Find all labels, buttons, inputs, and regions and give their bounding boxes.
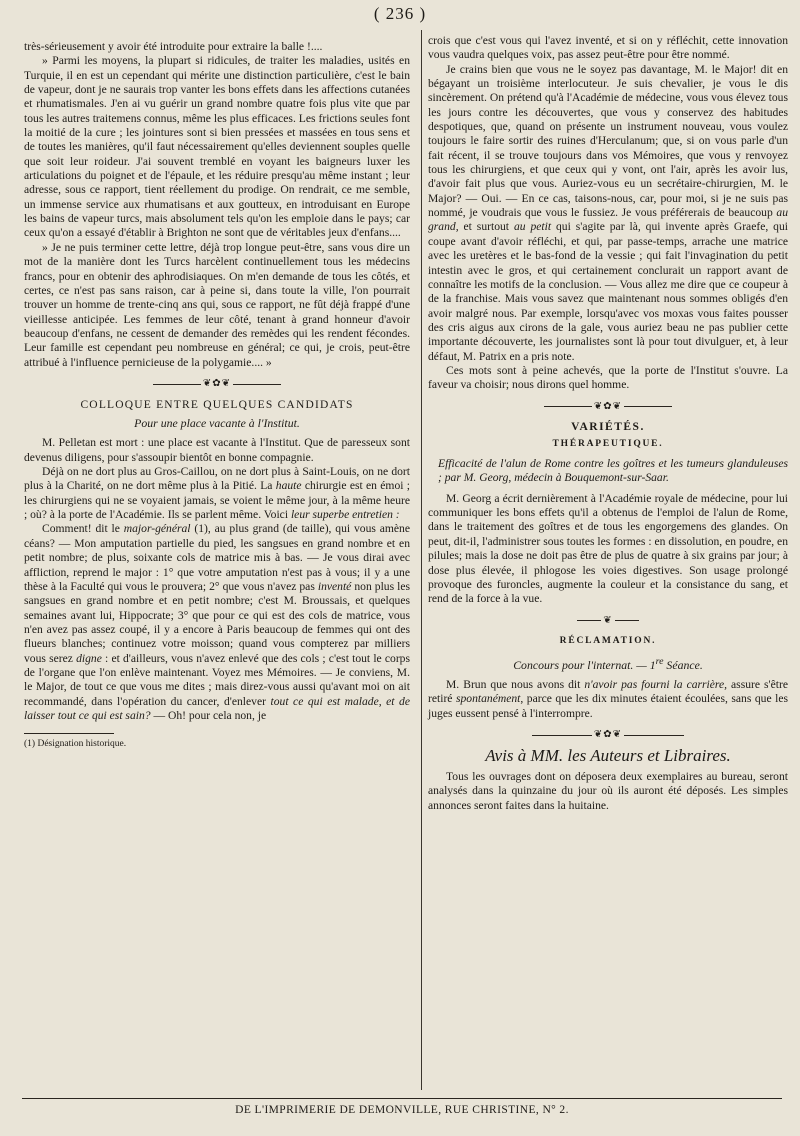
paragraph: » Parmi les moyens, la plupart si ridicules, de traiter les maladies, usités en Turquie, il en est un cependant qui mérite une distinction particulière, c'est le bain de vapeur, dont je ne saurais trop vanter les bons effets dans les affections cutanées et rhumatismales. J'en ai vu guérir un grand nombre quatre fois plus vite que par tous les autres traitemens connus, même les plus efficaces. Les frictions seules font la moitié de la cure ; les jointures sont si bien pressées et massées en tous sens et de toutes les manières, qu'il faut nécessairement qu'elles deviennent souples quelle que soit leur roideur. J'ai souvent tremblé en voyant les baigneurs luxer les articulations du poignet et de l'épaule, et les réduire presqu'au même instant ; leur adresse, sous ce rapport, tient réellement du prodige. On rendrait, ce me semble, un immense service aux rhumatisans et aux goutteux, en introduisant en Europe les bains de vapeur turcs, mais absolument tels qu'on les emploie dans le pays; car ceux qu'on a essayé d'établir à Brighton ne sont que de véritables jeux d'enfans.... (24, 54, 410, 240)
ornament-divider (24, 377, 410, 392)
paragraph: Tous les ouvrages dont on déposera deux exemplaires au bureau, seront analysés dans la quinzaine du jour où ils auront été déposés. Les simples annonces seront faites dans la huitaine. (428, 770, 788, 812)
left-column (24, 40, 410, 750)
ornament-divider (428, 728, 788, 743)
right-column (428, 34, 788, 813)
avis-heading: Avis à MM. les Auteurs et Libraires. (485, 745, 731, 765)
fleuron-icon: ❦ (603, 614, 613, 626)
colloque-title: COLLOQUE ENTRE QUELQUES CANDIDATS (80, 398, 354, 411)
fleuron-icon: ❦✿❦ (593, 400, 623, 412)
article-title: Efficacité de l'alun de Rome contre les goîtres et les tumeurs glanduleuses ; par M. Georg, médecin à Bouquemont-sur-Saar. (438, 457, 788, 485)
footnote-rule (24, 733, 114, 734)
paragraph: M. Brun que nous avons dit n'avoir pas fourni la carrière, assure s'être retiré spontanément, parce que les dix minutes étaient écoulées, sans que les juges eussent pensé à l'interrompre. (428, 677, 788, 720)
varietes-heading: VARIÉTÉS. (571, 421, 645, 434)
colloque-subtitle: Pour une place vacante à l'Institut. (134, 416, 300, 431)
ornament-divider (428, 614, 788, 629)
imprint-line: DE L'IMPRIMERIE DE DEMONVILLE, RUE CHRISTINE, N° 2. (22, 1098, 782, 1116)
paragraph: » Je ne puis terminer cette lettre, déjà trop longue peut-être, sans vous dire un mot de la manière dont les Turcs harcèlent continuellement tous les médecins francs, pour en obtenir des aphrodisiaques. On m'en demande de tous les côtés, et certes, ce n'est pas sans raison, car à peine si, dans toute la ville, l'on pourrait trouver un homme de trente-cinq ans qui, sous ce rapport, ne fût déjà frappé d'une vieillesse anticipée. Les femmes de leur côté, tenant à grand honneur d'avoir beaucoup d'enfans, ne cessent de demander des remèdes qui les rendent fécondes. Leur famille est cependant peu nombreuse en général; ce qui, je crois, peut-être attribué à l'influence pernicieuse de la polygamie.... » (24, 240, 410, 369)
therapeutique-heading: THÉRAPEUTIQUE. (552, 438, 664, 449)
concours-subtitle: Concours pour l'internat. — 1re Séance. (513, 655, 703, 672)
footnote: (1) Désignation historique. (24, 739, 127, 750)
fleuron-icon: ❦✿❦ (202, 377, 232, 389)
paragraph: M. Georg a écrit dernièrement à l'Académie royale de médecine, pour lui communiquer les bons effets qu'il a obtenus de l'emploi de l'alun de Rome, dans le traitement des goîtres et de tous les engorgemens des glandes. On peut, dit-il, l'administrer sous toutes les formes : en dissolution, en poudre, en pilules; mais la dose ne doit pas être de plus de quatre à six grains par jour; à dose plus élevée, il phlogose les voies digestives. Son usage prolongé provoque des furoncles, augmente la couleur et la consistance du sang, et rend de la force à la vue. (428, 491, 788, 606)
paragraph: Ces mots sont à peine achevés, que la porte de l'Institut s'ouvre. La faveur va choisir; nous dirons quel homme. (428, 363, 788, 392)
paragraph: Comment! dit le major-général (1), au plus grand (de taille), qui vous amène céans? — Mon amputation partielle du pied, les sangsues en grand nombre et en petit nombre; de plus, soixante cols de matrice mis à bas. — Je vous dirai avec affliction, reprend le major : 1° que votre amputation n'est pas à vous; il y a une thèse à la Faculté qui vous le prouvera; 2° que vous n'avez pas inventé non plus les sangsues en grand nombre et en petit nombre; c'est M. Broussais, et quelques semaines avant lui, Hippocrate; 3° que pour ce qui est des cols de matrice, vous n'en avez pas assez coupé, il y a encore à Paris beaucoup de femmes qui ont des flueurs blanches; continuez votre moisson; quand vous compterez par milliers vous serez digne : et d'ailleurs, vous n'avez enlevé que des cols ; c'est tout le corps de l'organe que l'on enlève maintenant. Voyez mes Mémoires. — Je conviens, M. le Major, de tout ce que vous me dites ; mais direz-vous aussi qu'avant moi on ait recommandé, dans l'opération du cancer, d'enlever tout ce qui est malade, et de laisser tout ce qui est sain? — Oh! pour cela non, je (24, 522, 410, 722)
ornament-divider (428, 400, 788, 415)
paragraph: très-sérieusement y avoir été introduite pour extraire la balle !.... (24, 40, 323, 53)
paragraph: Je crains bien que vous ne le soyez pas davantage, M. le Major! dit en bégayant un troisième interlocuteur. Je suis chevalier, je vous le dis sincèrement. On prétend qu'à l'Académie de médecine, vous vous élevez tous les jours contre les découvertes, que vous y conservez des habitudes despotiques, que, quand on présente un instrument nouveau, vous voulez toujours le faire sortir des ruines d'Herculanum; que, si on vous parle d'un fait récent, il se trouve toujours dans vos Mémoires, que vous y renvoyez tous les chirurgiens, et que ceux qui y vont, ont l'air, après les avoir lus, d'avoir fait plus que vous. Auriez-vous eu un secrétaire-chirurgien, M. le Major? — Oui. — En ce cas, taisons-nous, car, pour moi, si je ne suis pas nommé, je voudrais que vous le fussiez. Je vous préférerais de beaucoup au grand, et surtout au petit qui s'agite par là, qui invente après Graefe, qui coupe avant d'avoir réfléchi, et qui, par passe-temps, arrache une matrice avec les uretères et le bas-fond de la vessie ; qui fait l'invagination du petit intestin avec le gros, et qui certainement conclurait un rapport avant de connaître les motifs de la conclusion. — Vous allez me dire que ce coupeur à de la franchise. Mais vous savez que maintenant nous sommes obligés d'en avoir malgré nous. Par exemple, lorsqu'avec vos moxas vous faites pousser des cris aigus aux cirons de la gale, vous auriez beau ne pas publier cette importante découverte, les journalistes sont là pour tout divulguer, et, à leur défaut, M. Patrix en a pris note. (428, 62, 788, 363)
column-divider (421, 30, 422, 1090)
reclamation-heading: RÉCLAMATION. (559, 636, 657, 647)
page-number: ( 236 ) (373, 4, 427, 23)
fleuron-icon: ❦✿❦ (593, 728, 623, 740)
paragraph: Déjà on ne dort plus au Gros-Caillou, on ne dort plus à Saint-Louis, on ne dort plus à la Charité, on ne dort même plus à la Pitié. La haute chirurgie est en émoi ; les chirurgiens qui ne se voyaient jamais, se voient le même jour, à la même heure ; où? à la porte de l'Académie. Ils se parlent même. Voici leur superbe entretien : (24, 465, 411, 522)
paragraph: M. Pelletan est mort : une place est vacante à l'Institut. Que de paresseux sont devenus diligens, pour s'assoupir bientôt en bonne compagnie. (24, 436, 410, 464)
paragraph: crois que c'est vous qui l'avez inventé, et si on y réfléchit, cette innovation vous vaudra quelques voix, pas assez peut-être pour être nommé. (428, 34, 788, 62)
